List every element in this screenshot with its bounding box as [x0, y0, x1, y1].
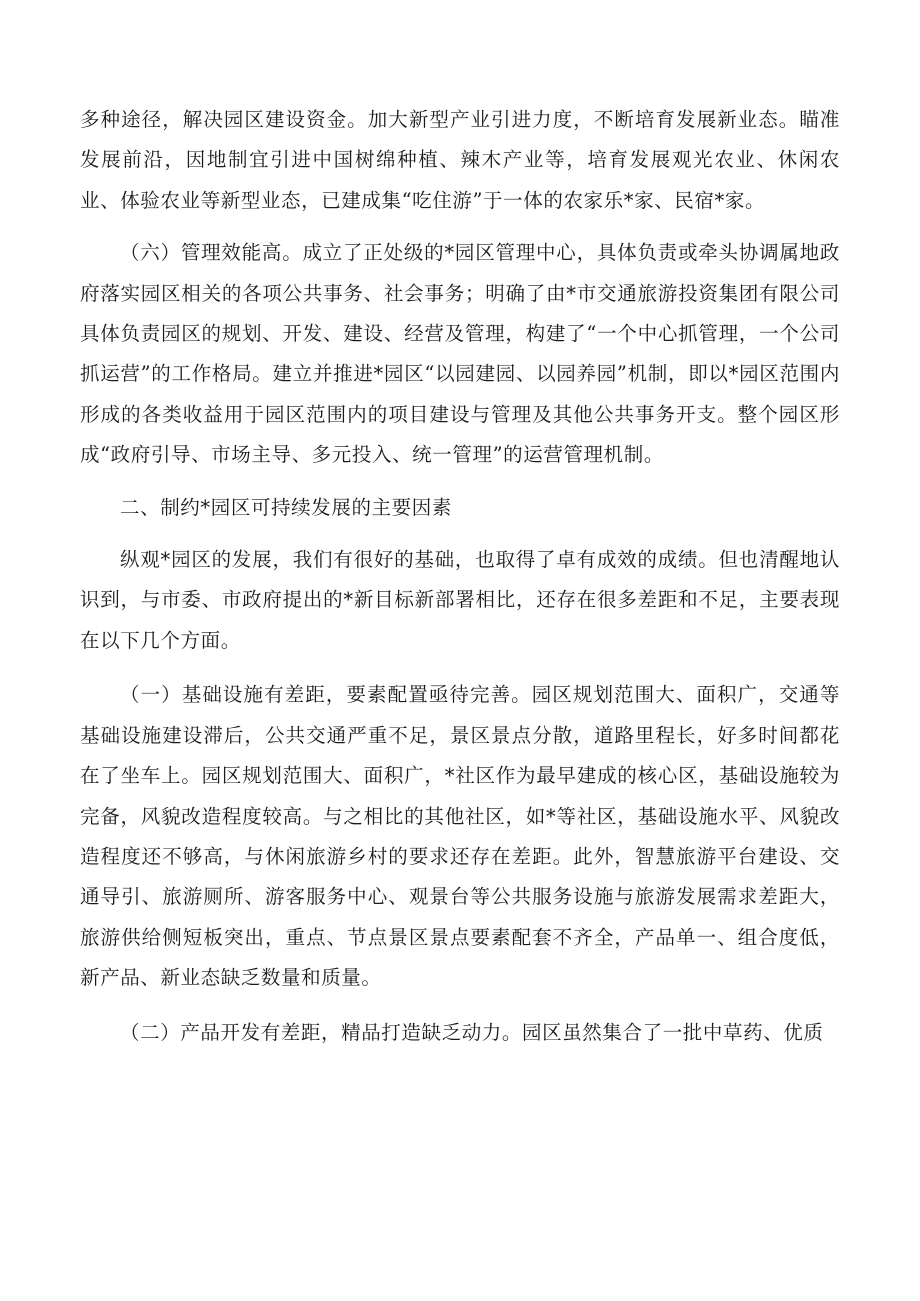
paragraph-infrastructure-gap: （一）基础设施有差距，要素配置亟待完善。园区规划范围大、面积广，交通等基础设施建设滞后，公共交通严重不足，景区景点分散，道路里程长，好多时间都花在了坐车上。园区规划范围大、面积广，*社区作为最早建成的核心区，基础设施较为完备，风貌改造程度较高。与之相比的其他社区，如*等社区，基础设施水平、风貌改造程度还不够高，与休闲旅游乡村的要求还存在差距。此外，智慧旅游平台建设、交通导引、旅游厕所、游客服务中心、观景台等公共服务设施与旅游发展需求差距大，旅游供给侧短板突出，重点、节点景区景点要素配套不齐全，产品单一、组合度低，新产品、新业态缺乏数量和质量。 [80, 683, 840, 990]
paragraph-product-development-gap: （二）产品开发有差距，精品打造缺乏动力。园区虽然集合了一批中草药、优质 [120, 1020, 824, 1044]
document-page [80, 100, 840, 1053]
paragraph-management-efficiency: （六）管理效能高。成立了正处级的*园区管理中心，具体负责或牵头协调属地政府落实园区相关的各项公共事务、社会事务；明确了由*市交通旅游投资集团有限公司具体负责园区的规划、开发、建设、经营及管理，构建了“一个中心抓管理，一个公司抓运营”的工作格局。建立并推进*园区“以园建园、以园养园”机制，即以*园区范围内形成的各类收益用于园区范围内的项目建设与管理及其他公共事务开支。整个园区形成“政府引导、市场主导、多元投入、统一管理”的运营管理机制。 [80, 241, 840, 467]
paragraph-funding: 多种途径，解决园区建设资金。加大新型产业引进力度，不断培育发展新业态。瞄准发展前沿，因地制宜引进中国树绵种植、辣木产业等，培育发展观光农业、休闲农业、体验农业等新型业态，已建成集“吃住游”于一体的农家乐*家、民宿*家。 [80, 108, 840, 212]
section-heading-constraints: 二、制约*园区可持续发展的主要因素 [120, 495, 452, 519]
paragraph-overview: 纵观*园区的发展，我们有很好的基础，也取得了卓有成效的成绩。但也清醒地认识到，与市委、市政府提出的*新目标新部署相比，还存在很多差距和不足，主要表现在以下几个方面。 [80, 548, 840, 652]
